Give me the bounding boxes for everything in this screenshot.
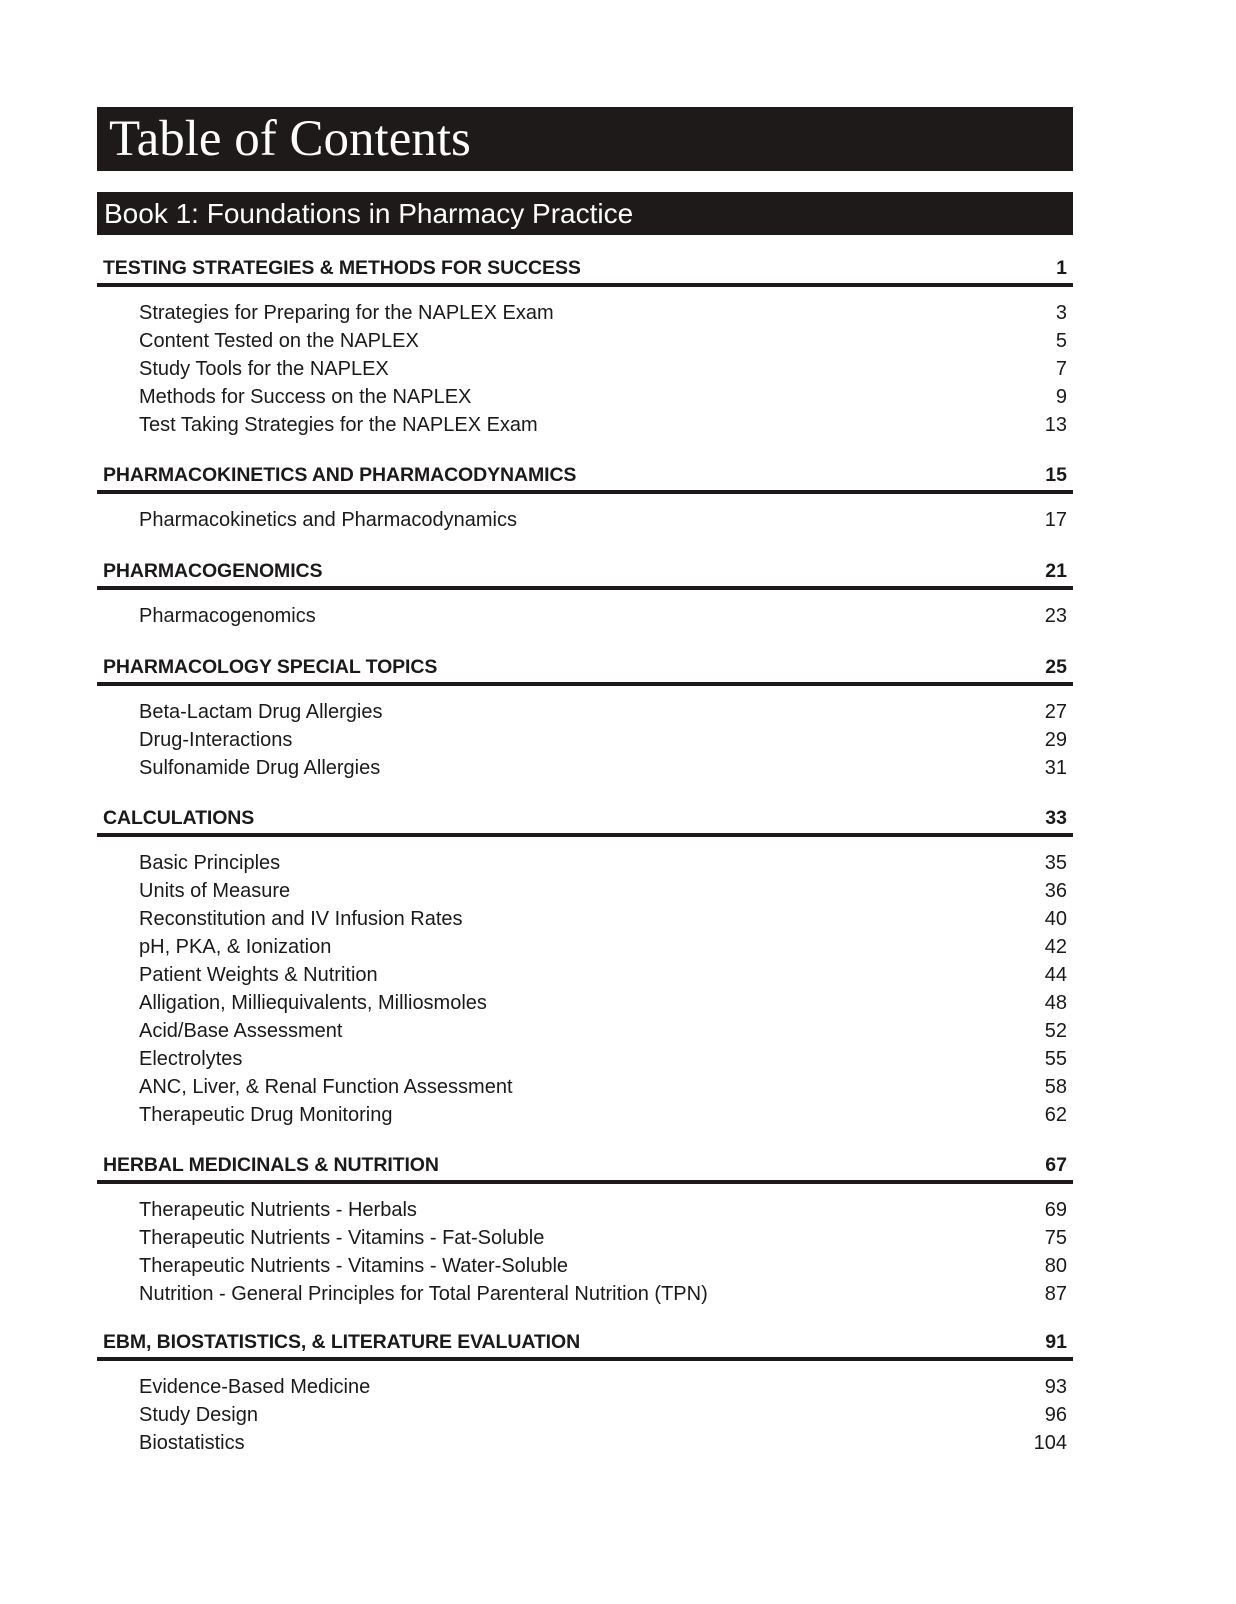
- toc-section: [97, 647, 1073, 782]
- entry-title: Sulfonamide Drug Allergies: [139, 757, 381, 779]
- section-page-number: 33: [1045, 807, 1067, 829]
- entry-page-number: 5: [1055, 330, 1067, 352]
- toc-entry[interactable]: [97, 411, 1073, 439]
- entry-title: Pharmacokinetics and Pharmacodynamics: [139, 509, 517, 531]
- section-page-number: 25: [1045, 656, 1067, 678]
- book-banner: [97, 192, 1073, 235]
- entry-page-number: 23: [1044, 605, 1067, 627]
- entry-title: ANC, Liver, & Renal Function Assessment: [139, 1076, 513, 1098]
- entry-page-number: 35: [1044, 852, 1067, 874]
- toc-entry[interactable]: [97, 327, 1073, 355]
- section-entries: [97, 1196, 1073, 1308]
- entry-page-number: 80: [1044, 1255, 1067, 1277]
- entry-page-number: 9: [1055, 386, 1067, 408]
- section-title: PHARMACOKINETICS AND PHARMACODYNAMICS: [103, 464, 577, 486]
- entry-page-number: 29: [1044, 729, 1067, 751]
- entry-page-number: 7: [1055, 358, 1067, 380]
- entry-page-number: 75: [1044, 1227, 1067, 1249]
- toc-section: [97, 551, 1073, 630]
- toc-entry[interactable]: [97, 698, 1073, 726]
- toc-entry[interactable]: [97, 1252, 1073, 1280]
- entry-page-number: 44: [1044, 964, 1067, 986]
- entry-page-number: 96: [1044, 1404, 1067, 1426]
- section-page-number: 21: [1045, 560, 1067, 582]
- toc-section: [97, 798, 1073, 1129]
- section-heading[interactable]: [97, 1322, 1073, 1361]
- entry-title: Study Design: [139, 1404, 258, 1426]
- title-banner: [97, 107, 1073, 171]
- section-entries: [97, 849, 1073, 1129]
- toc-entry[interactable]: [97, 726, 1073, 754]
- section-title: CALCULATIONS: [103, 807, 255, 829]
- entry-title: Therapeutic Drug Monitoring: [139, 1104, 393, 1126]
- entry-title: Nutrition - General Principles for Total Parenteral Nutrition (TPN): [139, 1283, 708, 1305]
- section-page-number: 91: [1045, 1331, 1067, 1353]
- toc-entry[interactable]: [97, 1429, 1073, 1457]
- entry-title: Alligation, Milliequivalents, Milliosmoles: [139, 992, 487, 1014]
- section-page-number: 1: [1056, 257, 1067, 279]
- toc-entry[interactable]: [97, 602, 1073, 630]
- entry-page-number: 87: [1044, 1283, 1067, 1305]
- entry-title: Test Taking Strategies for the NAPLEX Exam: [139, 414, 538, 436]
- entry-title: Pharmacogenomics: [139, 605, 316, 627]
- toc-entry[interactable]: [97, 355, 1073, 383]
- entry-page-number: 36: [1044, 880, 1067, 902]
- section-title: PHARMACOGENOMICS: [103, 560, 323, 582]
- entry-page-number: 17: [1044, 509, 1067, 531]
- entry-page-number: 3: [1055, 302, 1067, 324]
- entry-page-number: 52: [1044, 1020, 1067, 1042]
- entry-title: Reconstitution and IV Infusion Rates: [139, 908, 463, 930]
- section-title: PHARMACOLOGY SPECIAL TOPICS: [103, 656, 438, 678]
- toc-entry[interactable]: [97, 849, 1073, 877]
- toc-entry[interactable]: [97, 383, 1073, 411]
- toc-section: [97, 1322, 1073, 1457]
- entry-page-number: 27: [1044, 701, 1067, 723]
- section-title: EBM, BIOSTATISTICS, & LITERATURE EVALUATION: [103, 1331, 581, 1353]
- book-title: Book 1: Foundations in Pharmacy Practice: [104, 198, 634, 229]
- toc-entry[interactable]: [97, 1045, 1073, 1073]
- entry-title: Therapeutic Nutrients - Herbals: [139, 1199, 417, 1221]
- entry-page-number: 58: [1044, 1076, 1067, 1098]
- section-heading[interactable]: [97, 647, 1073, 686]
- entry-title: Methods for Success on the NAPLEX: [139, 386, 472, 408]
- entry-title: Patient Weights & Nutrition: [139, 964, 378, 986]
- entry-page-number: 93: [1044, 1376, 1067, 1398]
- section-heading[interactable]: [97, 551, 1073, 590]
- toc-entry[interactable]: [97, 877, 1073, 905]
- entry-page-number: 69: [1044, 1199, 1067, 1221]
- section-title: TESTING STRATEGIES & METHODS FOR SUCCESS: [103, 257, 581, 279]
- section-entries: [97, 1373, 1073, 1457]
- toc-entry[interactable]: [97, 961, 1073, 989]
- entry-page-number: 48: [1044, 992, 1067, 1014]
- section-heading[interactable]: [97, 455, 1073, 494]
- section-title: HERBAL MEDICINALS & NUTRITION: [103, 1154, 439, 1176]
- entry-title: Therapeutic Nutrients - Vitamins - Water-Soluble: [139, 1255, 569, 1277]
- toc-entry[interactable]: [97, 754, 1073, 782]
- toc-entry[interactable]: [97, 1373, 1073, 1401]
- entry-page-number: 42: [1044, 936, 1067, 958]
- toc-entry[interactable]: [97, 506, 1073, 534]
- section-entries: [97, 299, 1073, 439]
- section-entries: [97, 602, 1073, 630]
- entry-title: Biostatistics: [139, 1432, 245, 1454]
- entry-title: Electrolytes: [139, 1048, 243, 1070]
- entry-title: Acid/Base Assessment: [139, 1020, 343, 1042]
- entry-title: Strategies for Preparing for the NAPLEX Exam: [139, 302, 554, 324]
- section-page-number: 15: [1045, 464, 1067, 486]
- entry-title: Units of Measure: [139, 880, 291, 902]
- toc-entry[interactable]: [97, 299, 1073, 327]
- toc-section: [97, 455, 1073, 534]
- entry-title: Beta-Lactam Drug Allergies: [139, 701, 383, 723]
- entry-page-number: 31: [1044, 757, 1067, 779]
- section-heading[interactable]: [97, 1145, 1073, 1184]
- toc-entry[interactable]: [97, 989, 1073, 1017]
- entry-page-number: 40: [1044, 908, 1067, 930]
- entry-title: Basic Principles: [139, 852, 281, 874]
- toc-section: [97, 248, 1073, 439]
- section-entries: [97, 698, 1073, 782]
- toc-entry[interactable]: [97, 905, 1073, 933]
- toc-entry[interactable]: [97, 933, 1073, 961]
- entry-page-number: 55: [1044, 1048, 1067, 1070]
- section-page-number: 67: [1045, 1154, 1067, 1176]
- page-title: Table of Contents: [109, 111, 471, 167]
- section-heading[interactable]: [97, 798, 1073, 837]
- toc-section: [97, 1145, 1073, 1308]
- entry-page-number: 104: [1033, 1432, 1067, 1454]
- section-heading[interactable]: [97, 248, 1073, 287]
- entry-title: Study Tools for the NAPLEX: [139, 358, 389, 380]
- toc-entry[interactable]: [97, 1280, 1073, 1308]
- entry-title: pH, PKA, & Ionization: [139, 936, 332, 958]
- toc-entry[interactable]: [97, 1401, 1073, 1429]
- toc-entry[interactable]: [97, 1224, 1073, 1252]
- toc-entry[interactable]: [97, 1073, 1073, 1101]
- entry-title: Drug-Interactions: [139, 729, 293, 751]
- entry-title: Content Tested on the NAPLEX: [139, 330, 419, 352]
- entry-title: Evidence-Based Medicine: [139, 1376, 371, 1398]
- toc-entry[interactable]: [97, 1017, 1073, 1045]
- entry-page-number: 62: [1044, 1104, 1067, 1126]
- entry-page-number: 13: [1044, 414, 1067, 436]
- toc-entry[interactable]: [97, 1101, 1073, 1129]
- section-entries: [97, 506, 1073, 534]
- toc-entry[interactable]: [97, 1196, 1073, 1224]
- entry-title: Therapeutic Nutrients - Vitamins - Fat-Soluble: [139, 1227, 545, 1249]
